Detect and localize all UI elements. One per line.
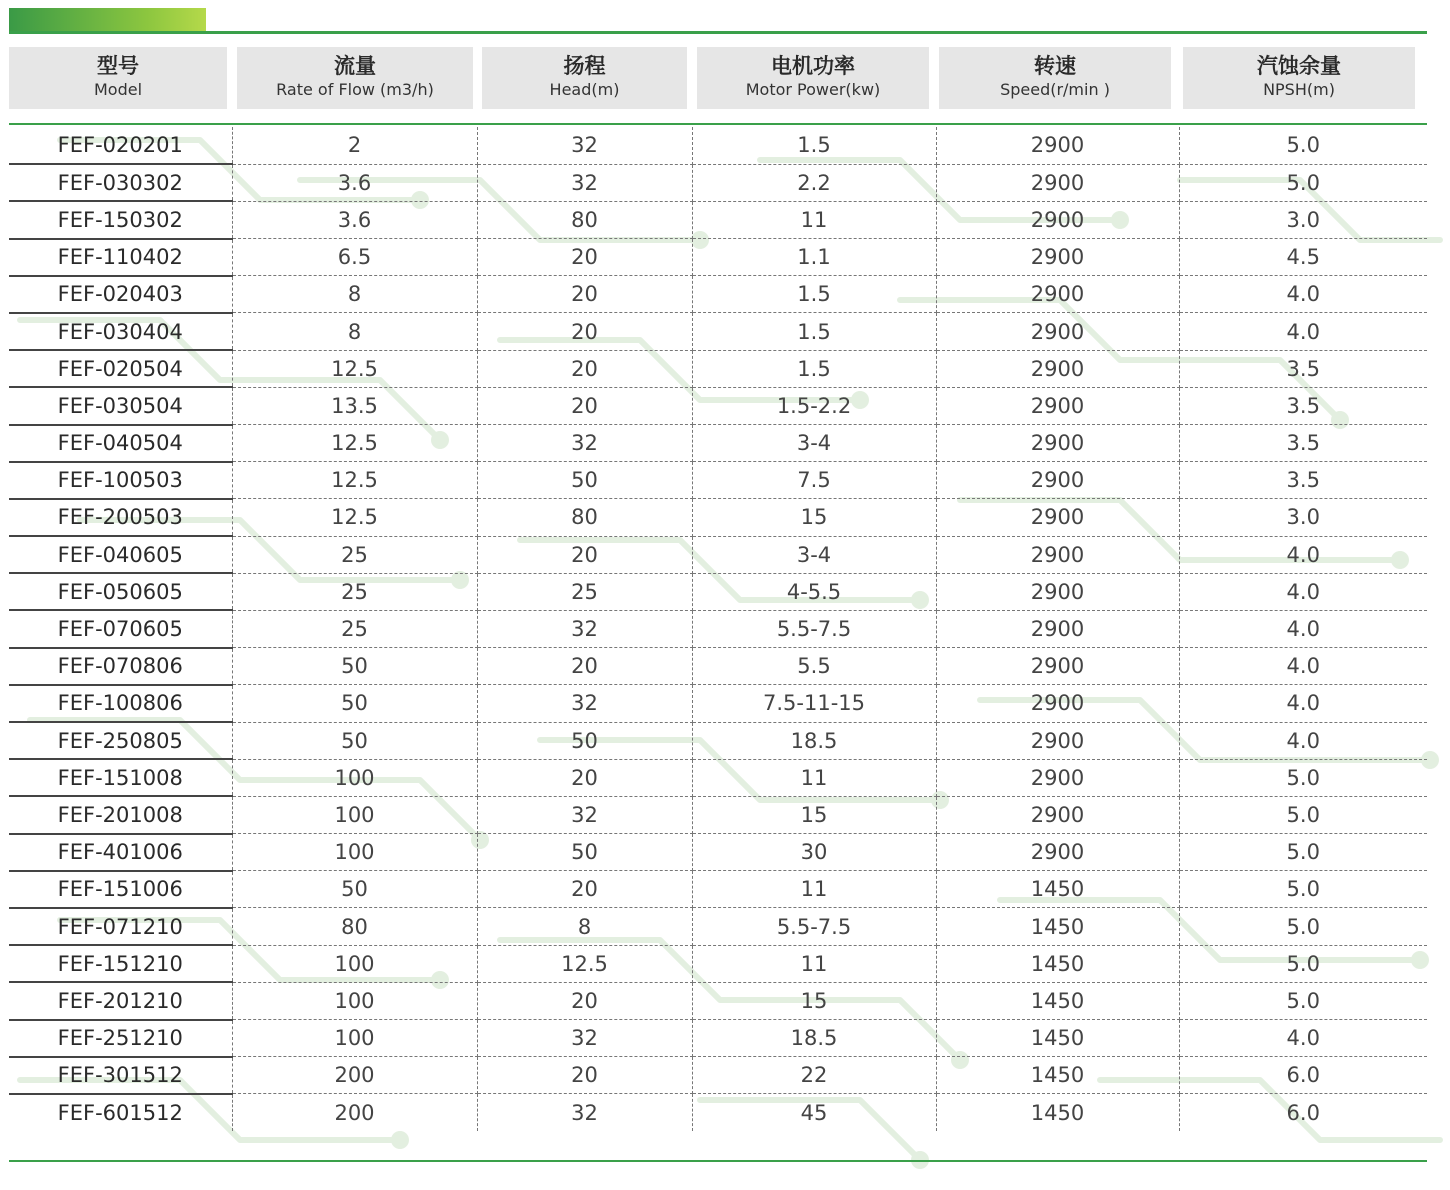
model-cell: FEF-070806 [9,648,232,685]
header-power [697,47,929,109]
npsh-cell: 3.5 [1179,350,1427,387]
model-cell: FEF-151008 [9,759,232,796]
header-speed [939,47,1171,109]
flow-cell: 12.5 [232,462,477,499]
table-row [9,610,1427,647]
title-accent-bar [9,8,206,32]
speed-cell: 2900 [936,350,1179,387]
model-cell: FEF-201210 [9,982,232,1019]
npsh-cell: 5.0 [1179,834,1427,871]
speed-cell: 2900 [936,387,1179,424]
head-cell: 20 [477,1057,692,1094]
power-cell: 18.5 [692,722,936,759]
flow-cell: 25 [232,573,477,610]
table-row [9,982,1427,1019]
power-cell: 7.5 [692,462,936,499]
power-cell: 7.5-11-15 [692,685,936,722]
npsh-cell: 3.5 [1179,425,1427,462]
npsh-cell: 4.0 [1179,1020,1427,1057]
header-head-en: Head(m) [549,80,620,99]
flow-cell: 8 [232,276,477,313]
npsh-cell: 5.0 [1179,164,1427,201]
table-row [9,1057,1427,1094]
table-row [9,462,1427,499]
table-row [9,945,1427,982]
npsh-cell: 6.0 [1179,1057,1427,1094]
table-row [9,908,1427,945]
power-cell: 11 [692,759,936,796]
table-row [9,573,1427,610]
speed-cell: 2900 [936,685,1179,722]
model-cell: FEF-030504 [9,387,232,424]
flow-cell: 25 [232,610,477,647]
head-cell: 12.5 [477,945,692,982]
npsh-cell: 4.0 [1179,313,1427,350]
head-cell: 8 [477,908,692,945]
flow-cell: 80 [232,908,477,945]
speed-cell: 1450 [936,908,1179,945]
head-cell: 20 [477,276,692,313]
flow-cell: 6.5 [232,239,477,276]
header-head-cn: 扬程 [563,54,606,78]
flow-cell: 100 [232,759,477,796]
table-row [9,313,1427,350]
head-cell: 20 [477,982,692,1019]
head-cell: 20 [477,648,692,685]
power-cell: 1.1 [692,239,936,276]
model-cell: FEF-070605 [9,610,232,647]
flow-cell: 13.5 [232,387,477,424]
header-model [9,47,227,109]
model-cell: FEF-601512 [9,1094,232,1131]
npsh-cell: 3.5 [1179,462,1427,499]
flow-cell: 25 [232,536,477,573]
power-cell: 11 [692,201,936,238]
speed-cell: 1450 [936,1057,1179,1094]
table-body [9,127,1427,1131]
flow-cell: 12.5 [232,350,477,387]
model-cell: FEF-020403 [9,276,232,313]
speed-cell: 2900 [936,462,1179,499]
speed-cell: 2900 [936,201,1179,238]
power-cell: 2.2 [692,164,936,201]
header-power-cn: 电机功率 [771,54,855,78]
model-cell: FEF-251210 [9,1020,232,1057]
power-cell: 5.5-7.5 [692,610,936,647]
header-power-en: Motor Power(kw) [745,80,881,99]
speed-cell: 2900 [936,834,1179,871]
model-cell: FEF-151210 [9,945,232,982]
power-cell: 3-4 [692,425,936,462]
flow-cell: 3.6 [232,164,477,201]
power-cell: 11 [692,871,936,908]
speed-cell: 1450 [936,1020,1179,1057]
speed-cell: 2900 [936,610,1179,647]
model-cell: FEF-100503 [9,462,232,499]
model-cell: FEF-201008 [9,796,232,833]
table-row [9,164,1427,201]
npsh-cell: 4.0 [1179,276,1427,313]
head-cell: 20 [477,313,692,350]
header-head [482,47,687,109]
power-cell: 11 [692,945,936,982]
flow-cell: 3.6 [232,201,477,238]
model-cell: FEF-071210 [9,908,232,945]
table-header [9,47,1427,109]
head-cell: 32 [477,1020,692,1057]
table-row [9,722,1427,759]
flow-cell: 50 [232,648,477,685]
flow-cell: 8 [232,313,477,350]
speed-cell: 2900 [936,164,1179,201]
speed-cell: 2900 [936,722,1179,759]
header-npsh [1183,47,1415,109]
speed-cell: 1450 [936,945,1179,982]
npsh-cell: 4.5 [1179,239,1427,276]
model-cell: FEF-020504 [9,350,232,387]
npsh-cell: 5.0 [1179,127,1427,164]
table-row [9,648,1427,685]
model-cell: FEF-151006 [9,871,232,908]
table-row [9,127,1427,164]
speed-cell: 2900 [936,573,1179,610]
header-model-cn: 型号 [97,54,139,78]
table-row [9,350,1427,387]
model-cell: FEF-040605 [9,536,232,573]
model-cell: FEF-030404 [9,313,232,350]
npsh-cell: 3.0 [1179,201,1427,238]
speed-cell: 2900 [936,276,1179,313]
npsh-cell: 4.0 [1179,536,1427,573]
table-row [9,1094,1427,1131]
table-row [9,871,1427,908]
header-model-en: Model [93,80,143,99]
head-cell: 20 [477,536,692,573]
power-cell: 1.5-2.2 [692,387,936,424]
power-cell: 1.5 [692,127,936,164]
table-row [9,536,1427,573]
flow-cell: 200 [232,1057,477,1094]
power-cell: 22 [692,1057,936,1094]
flow-cell: 12.5 [232,425,477,462]
header-flow [237,47,473,109]
npsh-cell: 3.5 [1179,387,1427,424]
flow-cell: 50 [232,685,477,722]
pump-spec-table [9,127,1427,1131]
power-cell: 5.5-7.5 [692,908,936,945]
speed-cell: 2900 [936,499,1179,536]
head-cell: 32 [477,425,692,462]
model-cell: FEF-110402 [9,239,232,276]
speed-cell: 1450 [936,1094,1179,1131]
model-cell: FEF-200503 [9,499,232,536]
npsh-cell: 5.0 [1179,759,1427,796]
flow-cell: 2 [232,127,477,164]
power-cell: 1.5 [692,313,936,350]
head-cell: 32 [477,610,692,647]
speed-cell: 2900 [936,536,1179,573]
head-cell: 80 [477,201,692,238]
head-cell: 25 [477,573,692,610]
speed-cell: 2900 [936,425,1179,462]
power-cell: 3-4 [692,536,936,573]
model-cell: FEF-401006 [9,834,232,871]
table-bottom-rule [9,1160,1427,1162]
header-npsh-en: NPSH(m) [1263,80,1335,99]
flow-cell: 100 [232,834,477,871]
header-speed-cn: 转速 [1034,54,1076,78]
power-cell: 15 [692,982,936,1019]
model-cell: FEF-150302 [9,201,232,238]
speed-cell: 2900 [936,648,1179,685]
flow-cell: 100 [232,945,477,982]
npsh-cell: 4.0 [1179,685,1427,722]
flow-cell: 50 [232,722,477,759]
speed-cell: 2900 [936,313,1179,350]
speed-cell: 2900 [936,759,1179,796]
npsh-cell: 5.0 [1179,908,1427,945]
table-row [9,239,1427,276]
power-cell: 4-5.5 [692,573,936,610]
table-row [9,1020,1427,1057]
head-cell: 50 [477,834,692,871]
power-cell: 1.5 [692,350,936,387]
head-cell: 20 [477,239,692,276]
flow-cell: 12.5 [232,499,477,536]
header-flow-en: Rate of Flow (m3/h) [276,80,434,99]
npsh-cell: 5.0 [1179,871,1427,908]
flow-cell: 100 [232,1020,477,1057]
model-cell: FEF-100806 [9,685,232,722]
speed-cell: 2900 [936,239,1179,276]
power-cell: 5.5 [692,648,936,685]
head-cell: 50 [477,462,692,499]
model-cell: FEF-020201 [9,127,232,164]
speed-cell: 2900 [936,127,1179,164]
npsh-cell: 4.0 [1179,573,1427,610]
npsh-cell: 5.0 [1179,796,1427,833]
table-row [9,276,1427,313]
flow-cell: 100 [232,796,477,833]
npsh-cell: 4.0 [1179,722,1427,759]
head-cell: 32 [477,685,692,722]
head-cell: 32 [477,1094,692,1131]
power-cell: 30 [692,834,936,871]
model-cell: FEF-301512 [9,1057,232,1094]
head-cell: 32 [477,164,692,201]
npsh-cell: 5.0 [1179,945,1427,982]
npsh-cell: 5.0 [1179,982,1427,1019]
title-underline [9,31,1427,34]
table-row [9,834,1427,871]
table-row [9,796,1427,833]
power-cell: 18.5 [692,1020,936,1057]
power-cell: 1.5 [692,276,936,313]
npsh-cell: 3.0 [1179,499,1427,536]
flow-cell: 50 [232,871,477,908]
npsh-cell: 4.0 [1179,648,1427,685]
head-cell: 20 [477,871,692,908]
model-cell: FEF-250805 [9,722,232,759]
header-flow-cn: 流量 [334,54,376,78]
table-row [9,685,1427,722]
flow-cell: 100 [232,982,477,1019]
flow-cell: 200 [232,1094,477,1131]
head-cell: 80 [477,499,692,536]
model-cell: FEF-050605 [9,573,232,610]
header-npsh-cn: 汽蚀余量 [1257,54,1341,78]
speed-cell: 1450 [936,982,1179,1019]
head-cell: 32 [477,127,692,164]
npsh-cell: 6.0 [1286,1100,1320,1125]
model-cell: FEF-030302 [9,164,232,201]
table-row [9,499,1427,536]
speed-cell: 1450 [936,871,1179,908]
head-cell: 32 [477,796,692,833]
power-cell: 45 [692,1094,936,1131]
table-top-rule [9,123,1427,125]
head-cell: 20 [477,759,692,796]
model-cell: FEF-040504 [9,425,232,462]
head-cell: 50 [477,722,692,759]
table-row [9,425,1427,462]
table-row [9,387,1427,424]
head-cell: 20 [477,350,692,387]
table-row [9,759,1427,796]
head-cell: 20 [477,387,692,424]
speed-cell: 2900 [936,796,1179,833]
power-cell: 15 [692,499,936,536]
npsh-cell: 4.0 [1179,610,1427,647]
table-row [9,201,1427,238]
power-cell: 15 [692,796,936,833]
header-speed-en: Speed(r/min ) [1000,80,1110,99]
